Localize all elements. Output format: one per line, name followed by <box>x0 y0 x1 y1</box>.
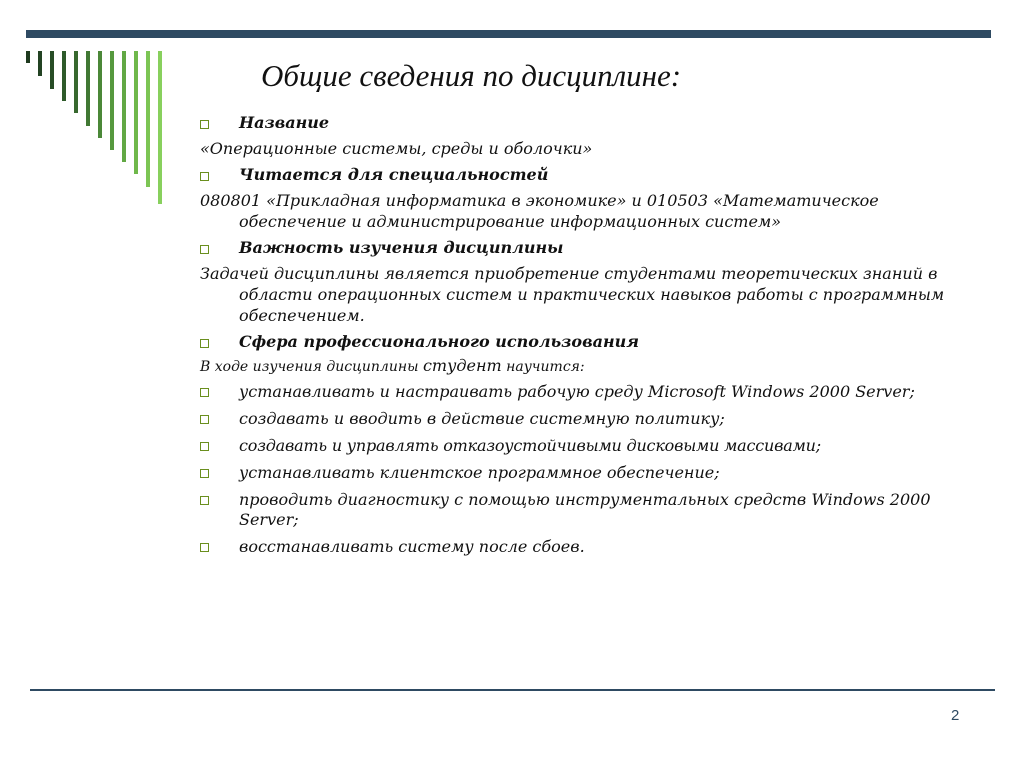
skill-item <box>200 382 960 402</box>
bullet-item-name <box>200 113 960 133</box>
square-bullet-icon <box>200 415 209 424</box>
decor-stripe <box>110 51 114 150</box>
decor-stripe <box>26 51 30 63</box>
bottom-divider <box>30 689 995 691</box>
skill-item <box>200 490 960 530</box>
top-bar <box>26 30 991 38</box>
skill-text: создавать и вводить в действие системную политику; <box>239 409 725 428</box>
decor-stripe <box>158 51 162 204</box>
square-bullet-icon <box>200 339 209 348</box>
slide-body <box>200 113 960 564</box>
square-bullet-icon <box>200 172 209 181</box>
square-bullet-icon <box>200 496 209 505</box>
skill-item <box>200 436 960 456</box>
heading-importance: Важность изучения дисциплины <box>239 238 564 257</box>
skill-text: устанавливать и настраивать рабочую среду Microsoft Windows 2000 Server; <box>239 382 915 401</box>
heading-name: Название <box>239 113 330 132</box>
skill-item <box>200 409 960 429</box>
skill-item <box>200 537 960 557</box>
decor-stripe <box>50 51 54 89</box>
intro-student: студент <box>422 356 502 375</box>
heading-specialties: Читается для специальностей <box>239 165 549 184</box>
decor-stripe <box>62 51 66 101</box>
intro-text <box>200 357 960 376</box>
skill-text: создавать и управлять отказоустойчивыми дисковыми массивами; <box>239 436 821 455</box>
square-bullet-icon <box>200 469 209 478</box>
intro-part1: В ходе изучения дисциплины <box>200 359 423 375</box>
importance-text: Задачей дисциплины является приобретение студентами теоретических знаний в области операционных систем и практических навыков работы с программным обеспечением. <box>200 264 945 325</box>
heading-sphere: Сфера профессионального использования <box>239 332 639 351</box>
skill-text: проводить диагностику с помощью инструментальных средств Windows 2000 Server; <box>239 490 931 529</box>
decor-stripe <box>38 51 42 76</box>
decor-stripe <box>146 51 150 187</box>
square-bullet-icon <box>200 388 209 397</box>
intro-part2: научится: <box>501 359 585 375</box>
decor-stripe <box>74 51 78 113</box>
bullet-item-importance <box>200 238 960 258</box>
skill-text: восстанавливать систему после сбоев. <box>239 537 585 556</box>
square-bullet-icon <box>200 543 209 552</box>
decor-stripe <box>86 51 90 126</box>
specialties-paragraph <box>200 190 960 232</box>
decor-stripe <box>134 51 138 174</box>
importance-paragraph <box>200 263 960 326</box>
skill-text: устанавливать клиентское программное обеспечение; <box>239 463 720 482</box>
specialties-text: 080801 «Прикладная информатика в экономике» и 010503 «Математическое обеспечение и администрирование информационных систем» <box>200 191 879 231</box>
decor-stripe <box>122 51 126 162</box>
intro-line <box>200 357 960 376</box>
decor-stripe <box>98 51 102 138</box>
course-name-line <box>200 138 960 159</box>
square-bullet-icon <box>200 442 209 451</box>
skill-item <box>200 463 960 483</box>
bullet-item-sphere <box>200 332 960 352</box>
square-bullet-icon <box>200 120 209 129</box>
square-bullet-icon <box>200 245 209 254</box>
page-number: 2 <box>951 707 960 724</box>
slide-title: Общие сведения по дисциплине: <box>261 58 682 93</box>
bullet-item-specialties <box>200 165 960 185</box>
course-name: «Операционные системы, среды и оболочки» <box>200 139 593 158</box>
